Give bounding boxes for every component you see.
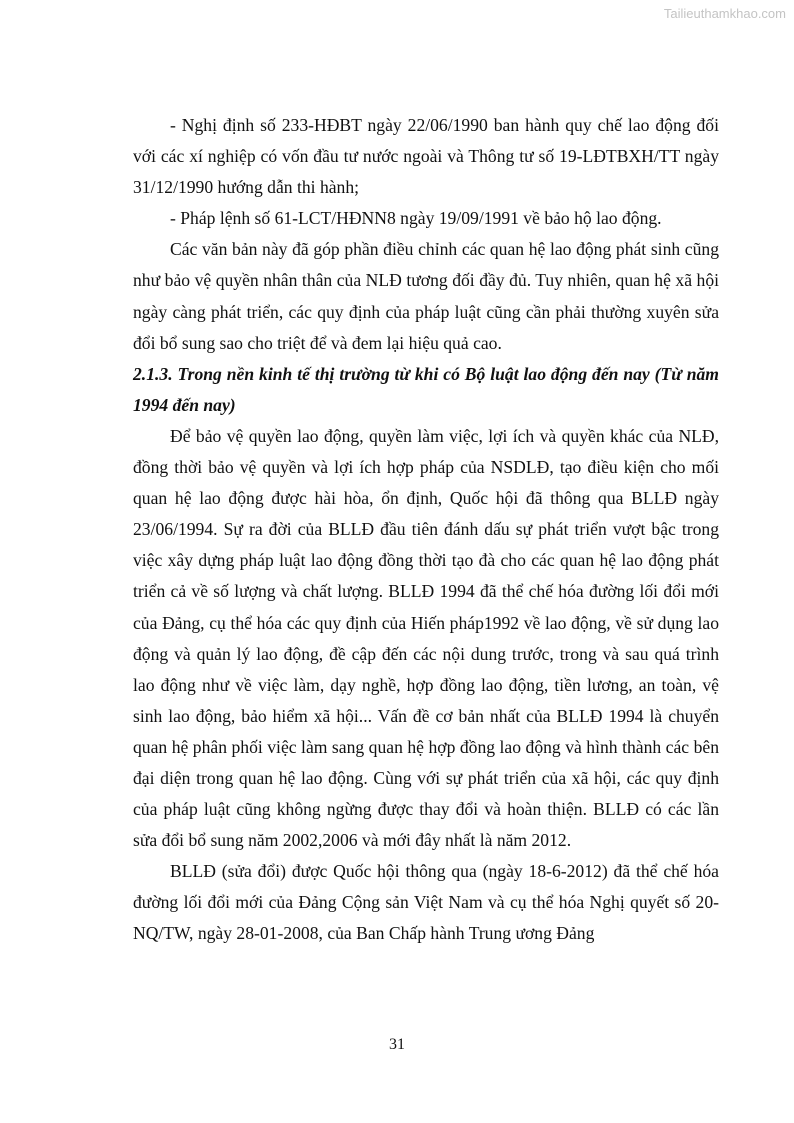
paragraph-decree-233: - Nghị định số 233-HĐBT ngày 22/06/1990 ban hành quy chế lao động đối với các xí nghiệp có vốn đầu tư nước ngoài và Thông tư số 19-LĐTBXH/TT ngày 31/12/1990 hướng dẫn thi hành; <box>133 115 719 198</box>
paragraph-ordinance-61: - Pháp lệnh số 61-LCT/HĐNN8 ngày 19/09/1991 về bảo hộ lao động. <box>170 208 662 229</box>
document-body <box>133 110 719 950</box>
page-number: 31 <box>389 1036 405 1053</box>
paragraph-labor-code-2012: BLLĐ (sửa đổi) được Quốc hội thông qua (ngày 18-6-2012) đã thể chế hóa đường lối đổi mới của Đảng Cộng sản Việt Nam và cụ thể hóa Nghị quyết số 20-NQ/TW, ngày 28-01-2008, của Ban Chấp hành Trung ương Đảng <box>133 861 719 944</box>
paragraph-documents-summary: Các văn bản này đã góp phần điều chỉnh các quan hệ lao động phát sinh cũng như bảo vệ quyền nhân thân của NLĐ tương đối đầy đủ. Tuy nhiên, quan hệ xã hội ngày càng phát triển, các quy định của pháp luật cũng cần phải thường xuyên sửa đổi bổ sung sao cho triệt để và đem lại hiệu quả cao. <box>133 239 719 353</box>
watermark-text: Tailieuthamkhao.com <box>663 6 786 21</box>
section-heading-2-1-3: 2.1.3. Trong nền kinh tế thị trường từ khi có Bộ luật lao động đến nay (Từ năm 1994 đến nay) <box>133 363 719 415</box>
paragraph-labor-code-1994: Để bảo vệ quyền lao động, quyền làm việc, lợi ích và quyền khác của NLĐ, đồng thời bảo vệ quyền và lợi ích hợp pháp của NSDLĐ, tạo điều kiện cho mối quan hệ lao động được hài hòa, ổn định, Quốc hội đã thông qua BLLĐ ngày 23/06/1994. Sự ra đời của BLLĐ đầu tiên đánh dấu sự phát triển vượt bậc trong việc xây dựng pháp luật lao động đồng thời tạo đà cho các quan hệ lao động phát triển cả về số lượng và chất lượng. BLLĐ 1994 đã thể chế hóa đường lối đổi mới của Đảng, cụ thể hóa các quy định của Hiến pháp1992 về lao động, về sử dụng lao động và quản lý lao động, đề cập đến các nội dung trước, trong và sau quá trình lao động như về việc làm, dạy nghề, hợp đồng lao động, tiền lương, an toàn, vệ sinh lao động, bảo hiểm xã hội... Vấn đề cơ bản nhất của BLLĐ 1994 là chuyển quan hệ phân phối việc làm sang quan hệ hợp đồng lao động và hình thành các bên đại diện trong quan hệ lao động. Cùng với sự phát triển của xã hội, các quy định của pháp luật cũng không ngừng được thay đổi và hoàn thiện. BLLĐ có các lần sửa đổi bổ sung năm 2002,2006 và mới đây nhất là năm 2012. <box>133 425 719 851</box>
